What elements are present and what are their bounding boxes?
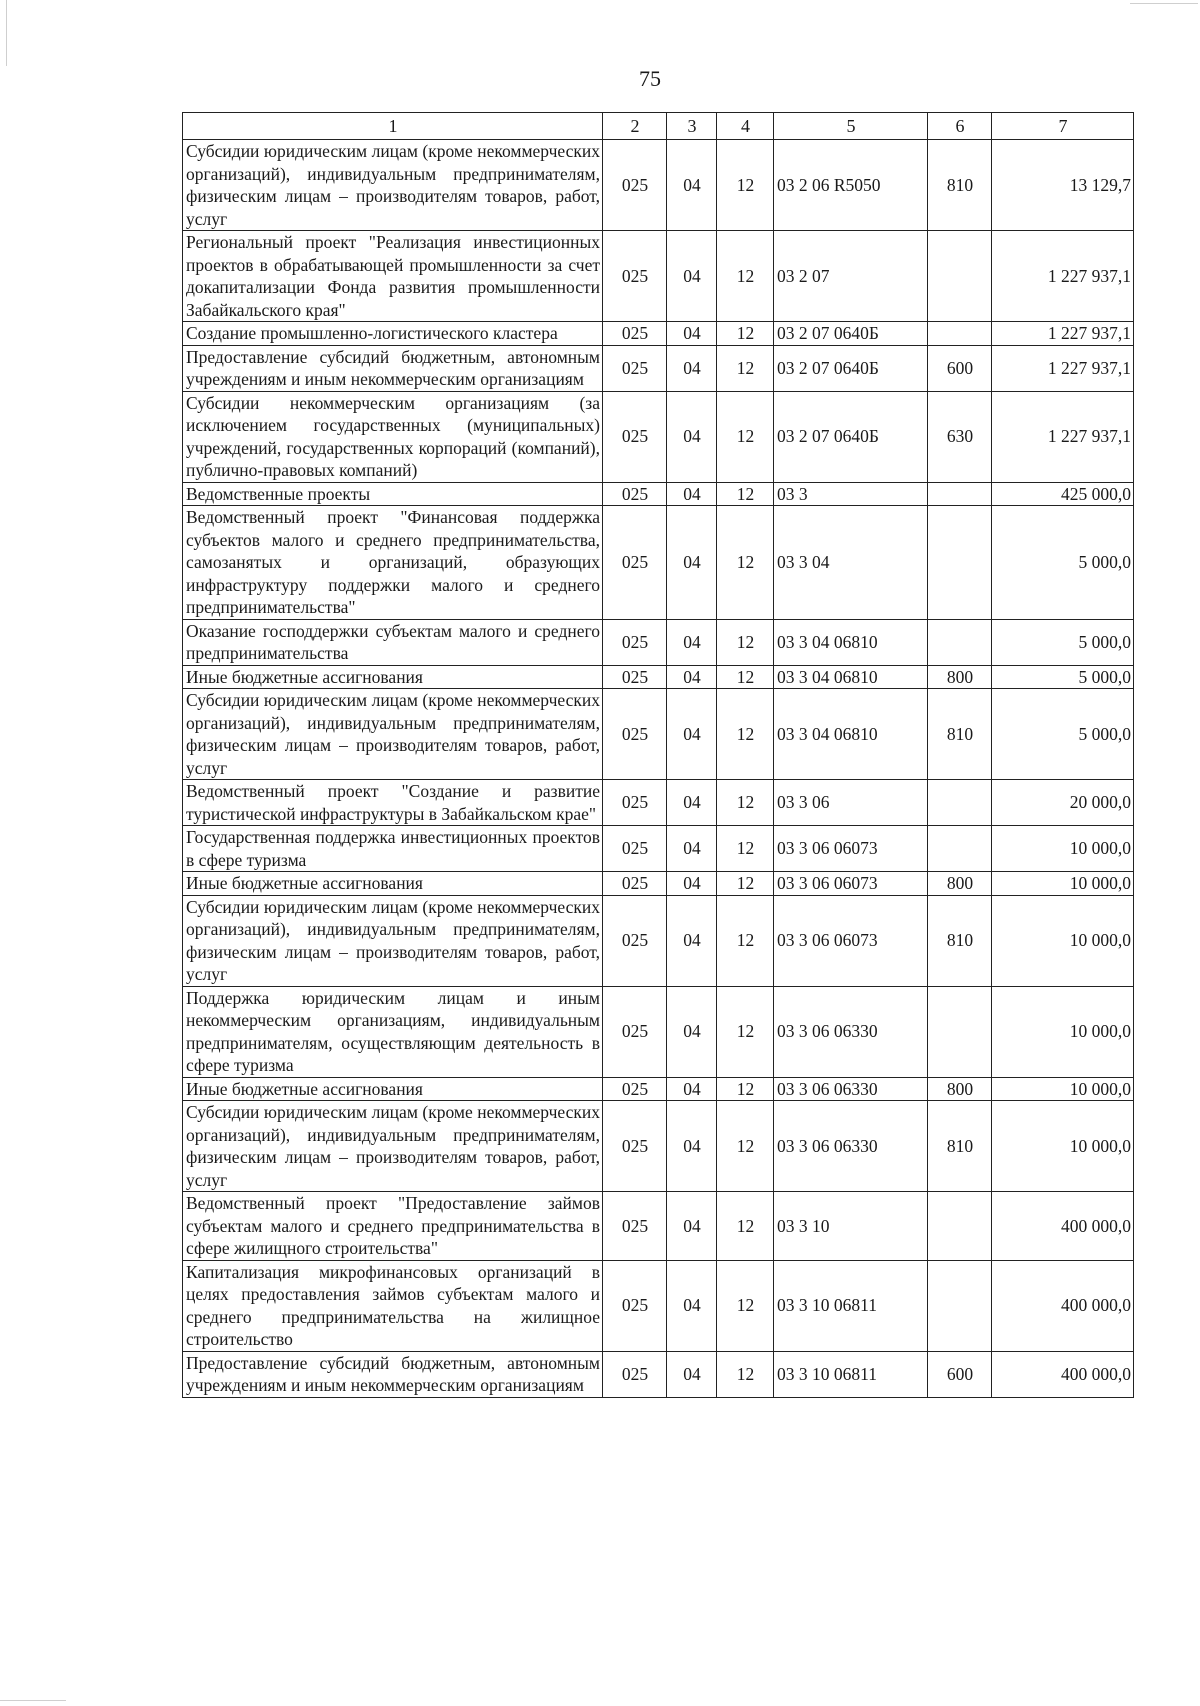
table-row xyxy=(183,665,1134,689)
row-expense-type-cell: 800 xyxy=(928,1077,992,1101)
row-section-cell: 04 xyxy=(667,345,717,391)
row-target-code-cell: 03 2 07 0640Б xyxy=(774,345,928,391)
row-name-cell: Субсидии юридическим лицам (кроме некоммерческих организаций), индивидуальным предпринимателям, физическим лицам – производителям товаров, работ, услуг xyxy=(183,140,603,231)
row-subsection-cell: 12 xyxy=(717,1192,774,1261)
row-section-cell: 04 xyxy=(667,872,717,896)
row-subsection-cell: 12 xyxy=(717,1101,774,1192)
row-section-cell: 04 xyxy=(667,322,717,346)
table-row xyxy=(183,345,1134,391)
row-amount-cell: 400 000,0 xyxy=(992,1192,1134,1261)
top-right-margin-line xyxy=(1130,3,1198,4)
row-target-code-cell: 03 3 06 06330 xyxy=(774,1077,928,1101)
row-target-code-cell: 03 2 07 xyxy=(774,231,928,322)
row-name-cell: Иные бюджетные ассигнования xyxy=(183,1077,603,1101)
table-row xyxy=(183,506,1134,620)
row-name-cell: Региональный проект "Реализация инвестиционных проектов в обрабатывающей промышленности за счет докапитализации Фонда развития промышленности Забайкальского края" xyxy=(183,231,603,322)
row-subsection-cell: 12 xyxy=(717,140,774,231)
row-target-code-cell: 03 3 04 xyxy=(774,506,928,620)
row-amount-cell: 10 000,0 xyxy=(992,872,1134,896)
row-subsection-cell: 12 xyxy=(717,231,774,322)
row-name-cell: Иные бюджетные ассигнования xyxy=(183,872,603,896)
table-row xyxy=(183,482,1134,506)
row-section-cell: 04 xyxy=(667,1260,717,1351)
row-grbs-cell: 025 xyxy=(603,482,667,506)
row-grbs-cell: 025 xyxy=(603,1101,667,1192)
row-target-code-cell: 03 3 04 06810 xyxy=(774,689,928,780)
row-section-cell: 04 xyxy=(667,231,717,322)
row-target-code-cell: 03 2 06 R5050 xyxy=(774,140,928,231)
row-amount-cell: 13 129,7 xyxy=(992,140,1134,231)
row-expense-type-cell xyxy=(928,1260,992,1351)
row-amount-cell: 10 000,0 xyxy=(992,986,1134,1077)
header-col-6: 6 xyxy=(928,113,992,140)
row-amount-cell: 5 000,0 xyxy=(992,665,1134,689)
row-name-cell: Ведомственный проект "Финансовая поддержка субъектов малого и среднего предпринимательства, самозанятых и организаций, образующих инфраструктуру поддержки малого и среднего предпринимательства" xyxy=(183,506,603,620)
row-name-cell: Субсидии юридическим лицам (кроме некоммерческих организаций), индивидуальным предпринимателям, физическим лицам – производителям товаров, работ, услуг xyxy=(183,895,603,986)
row-amount-cell: 5 000,0 xyxy=(992,619,1134,665)
row-expense-type-cell: 810 xyxy=(928,689,992,780)
row-name-cell: Капитализация микрофинансовых организаций в целях предоставления займов субъектам малого и среднего предпринимательства на жилищное строительство xyxy=(183,1260,603,1351)
table-row xyxy=(183,826,1134,872)
row-name-cell: Оказание господдержки субъектам малого и среднего предпринимательства xyxy=(183,619,603,665)
row-target-code-cell: 03 3 10 06811 xyxy=(774,1351,928,1397)
bottom-left-margin-line xyxy=(0,1700,66,1701)
row-expense-type-cell: 810 xyxy=(928,895,992,986)
row-target-code-cell: 03 2 07 0640Б xyxy=(774,322,928,346)
table-row xyxy=(183,689,1134,780)
row-grbs-cell: 025 xyxy=(603,391,667,482)
table-row xyxy=(183,1077,1134,1101)
row-grbs-cell: 025 xyxy=(603,619,667,665)
row-amount-cell: 1 227 937,1 xyxy=(992,345,1134,391)
row-name-cell: Субсидии юридическим лицам (кроме некоммерческих организаций), индивидуальным предпринимателям, физическим лицам – производителям товаров, работ, услуг xyxy=(183,1101,603,1192)
row-subsection-cell: 12 xyxy=(717,689,774,780)
row-name-cell: Предоставление субсидий бюджетным, автономным учреждениям и иным некоммерческим организациям xyxy=(183,345,603,391)
budget-table xyxy=(182,112,1134,1398)
row-subsection-cell: 12 xyxy=(717,619,774,665)
header-col-1: 1 xyxy=(183,113,603,140)
row-expense-type-cell xyxy=(928,482,992,506)
row-section-cell: 04 xyxy=(667,619,717,665)
table-row xyxy=(183,872,1134,896)
row-grbs-cell: 025 xyxy=(603,140,667,231)
row-amount-cell: 20 000,0 xyxy=(992,780,1134,826)
row-amount-cell: 10 000,0 xyxy=(992,826,1134,872)
row-expense-type-cell xyxy=(928,780,992,826)
row-subsection-cell: 12 xyxy=(717,780,774,826)
row-grbs-cell: 025 xyxy=(603,986,667,1077)
row-name-cell: Поддержка юридическим лицам и иным некоммерческим организациям, индивидуальным предпринимателям, осуществляющим деятельность в сфере туризма xyxy=(183,986,603,1077)
row-expense-type-cell xyxy=(928,1192,992,1261)
row-expense-type-cell: 630 xyxy=(928,391,992,482)
row-target-code-cell: 03 3 10 06811 xyxy=(774,1260,928,1351)
row-target-code-cell: 03 3 06 06330 xyxy=(774,1101,928,1192)
row-amount-cell: 5 000,0 xyxy=(992,506,1134,620)
row-name-cell: Ведомственный проект "Предоставление займов субъектам малого и среднего предпринимательства в сфере жилищного строительства" xyxy=(183,1192,603,1261)
row-name-cell: Государственная поддержка инвестиционных проектов в сфере туризма xyxy=(183,826,603,872)
row-subsection-cell: 12 xyxy=(717,1077,774,1101)
header-col-2: 2 xyxy=(603,113,667,140)
row-grbs-cell: 025 xyxy=(603,689,667,780)
row-section-cell: 04 xyxy=(667,665,717,689)
row-grbs-cell: 025 xyxy=(603,872,667,896)
table-body xyxy=(183,140,1134,1398)
row-section-cell: 04 xyxy=(667,895,717,986)
row-section-cell: 04 xyxy=(667,1192,717,1261)
row-grbs-cell: 025 xyxy=(603,895,667,986)
row-grbs-cell: 025 xyxy=(603,1077,667,1101)
row-subsection-cell: 12 xyxy=(717,345,774,391)
row-grbs-cell: 025 xyxy=(603,780,667,826)
row-grbs-cell: 025 xyxy=(603,826,667,872)
row-amount-cell: 10 000,0 xyxy=(992,1101,1134,1192)
table-row xyxy=(183,780,1134,826)
row-expense-type-cell xyxy=(928,322,992,346)
row-amount-cell: 400 000,0 xyxy=(992,1260,1134,1351)
table-row xyxy=(183,391,1134,482)
row-expense-type-cell xyxy=(928,231,992,322)
header-col-7: 7 xyxy=(992,113,1134,140)
row-subsection-cell: 12 xyxy=(717,826,774,872)
page-number: 75 xyxy=(639,66,661,91)
row-expense-type-cell: 810 xyxy=(928,140,992,231)
table-row xyxy=(183,895,1134,986)
row-expense-type-cell xyxy=(928,986,992,1077)
row-section-cell: 04 xyxy=(667,1077,717,1101)
row-expense-type-cell: 800 xyxy=(928,665,992,689)
table-row xyxy=(183,140,1134,231)
table-row xyxy=(183,231,1134,322)
row-amount-cell: 5 000,0 xyxy=(992,689,1134,780)
table-row xyxy=(183,619,1134,665)
row-expense-type-cell xyxy=(928,826,992,872)
row-expense-type-cell xyxy=(928,506,992,620)
row-section-cell: 04 xyxy=(667,1351,717,1397)
row-amount-cell: 1 227 937,1 xyxy=(992,322,1134,346)
row-section-cell: 04 xyxy=(667,482,717,506)
row-grbs-cell: 025 xyxy=(603,1192,667,1261)
header-col-4: 4 xyxy=(717,113,774,140)
row-amount-cell: 1 227 937,1 xyxy=(992,391,1134,482)
row-name-cell: Ведомственные проекты xyxy=(183,482,603,506)
row-name-cell: Предоставление субсидий бюджетным, автономным учреждениям и иным некоммерческим организациям xyxy=(183,1351,603,1397)
row-target-code-cell: 03 3 06 06073 xyxy=(774,895,928,986)
row-amount-cell: 10 000,0 xyxy=(992,895,1134,986)
row-section-cell: 04 xyxy=(667,780,717,826)
table-row xyxy=(183,1260,1134,1351)
row-grbs-cell: 025 xyxy=(603,1260,667,1351)
header-col-5: 5 xyxy=(774,113,928,140)
row-subsection-cell: 12 xyxy=(717,506,774,620)
table-row xyxy=(183,1351,1134,1397)
row-target-code-cell: 03 3 06 06073 xyxy=(774,872,928,896)
row-expense-type-cell: 800 xyxy=(928,872,992,896)
row-subsection-cell: 12 xyxy=(717,665,774,689)
table-row xyxy=(183,322,1134,346)
row-target-code-cell: 03 2 07 0640Б xyxy=(774,391,928,482)
row-subsection-cell: 12 xyxy=(717,986,774,1077)
row-target-code-cell: 03 3 04 06810 xyxy=(774,665,928,689)
row-name-cell: Ведомственный проект "Создание и развитие туристической инфраструктуры в Забайкальском крае" xyxy=(183,780,603,826)
left-margin-line xyxy=(6,0,7,66)
row-expense-type-cell: 600 xyxy=(928,1351,992,1397)
row-grbs-cell: 025 xyxy=(603,322,667,346)
row-target-code-cell: 03 3 04 06810 xyxy=(774,619,928,665)
row-subsection-cell: 12 xyxy=(717,1260,774,1351)
row-expense-type-cell xyxy=(928,619,992,665)
header-col-3: 3 xyxy=(667,113,717,140)
row-grbs-cell: 025 xyxy=(603,665,667,689)
row-name-cell: Создание промышленно-логистического кластера xyxy=(183,322,603,346)
table-row xyxy=(183,1101,1134,1192)
row-target-code-cell: 03 3 xyxy=(774,482,928,506)
row-grbs-cell: 025 xyxy=(603,345,667,391)
row-target-code-cell: 03 3 06 06330 xyxy=(774,986,928,1077)
row-grbs-cell: 025 xyxy=(603,231,667,322)
row-expense-type-cell: 810 xyxy=(928,1101,992,1192)
row-section-cell: 04 xyxy=(667,506,717,620)
row-section-cell: 04 xyxy=(667,826,717,872)
row-amount-cell: 1 227 937,1 xyxy=(992,231,1134,322)
table-row xyxy=(183,986,1134,1077)
row-section-cell: 04 xyxy=(667,986,717,1077)
row-target-code-cell: 03 3 10 xyxy=(774,1192,928,1261)
row-subsection-cell: 12 xyxy=(717,1351,774,1397)
row-name-cell: Субсидии некоммерческим организациям (за исключением государственных (муниципальных) учреждений, государственных корпораций (компаний), публично-правовых компаний) xyxy=(183,391,603,482)
row-grbs-cell: 025 xyxy=(603,1351,667,1397)
row-subsection-cell: 12 xyxy=(717,322,774,346)
table-header-row xyxy=(183,113,1134,140)
row-subsection-cell: 12 xyxy=(717,391,774,482)
row-amount-cell: 10 000,0 xyxy=(992,1077,1134,1101)
row-expense-type-cell: 600 xyxy=(928,345,992,391)
row-subsection-cell: 12 xyxy=(717,482,774,506)
row-target-code-cell: 03 3 06 06073 xyxy=(774,826,928,872)
row-subsection-cell: 12 xyxy=(717,895,774,986)
row-name-cell: Субсидии юридическим лицам (кроме некоммерческих организаций), индивидуальным предпринимателям, физическим лицам – производителям товаров, работ, услуг xyxy=(183,689,603,780)
row-name-cell: Иные бюджетные ассигнования xyxy=(183,665,603,689)
row-section-cell: 04 xyxy=(667,689,717,780)
row-amount-cell: 400 000,0 xyxy=(992,1351,1134,1397)
row-amount-cell: 425 000,0 xyxy=(992,482,1134,506)
table-row xyxy=(183,1192,1134,1261)
row-subsection-cell: 12 xyxy=(717,872,774,896)
row-section-cell: 04 xyxy=(667,391,717,482)
row-section-cell: 04 xyxy=(667,1101,717,1192)
row-target-code-cell: 03 3 06 xyxy=(774,780,928,826)
row-section-cell: 04 xyxy=(667,140,717,231)
row-grbs-cell: 025 xyxy=(603,506,667,620)
